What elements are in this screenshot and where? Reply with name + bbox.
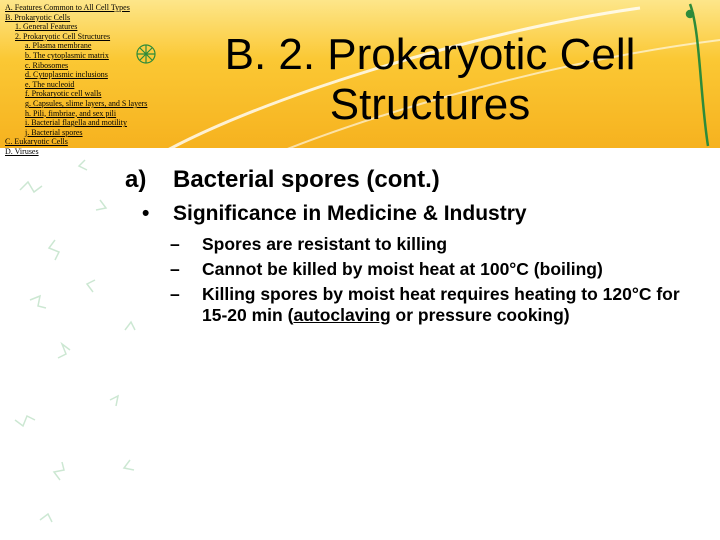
- sub-bullet-item: [170, 234, 690, 255]
- outline-item: [5, 80, 147, 90]
- sub-bullet-text-start: Killing spores by moist heat requires heating to 120°C for 15-20 min (: [202, 284, 680, 325]
- heading-letter: a): [125, 166, 147, 193]
- outline-link[interactable]: b. The cytoplasmic matrix: [25, 50, 109, 60]
- sub-bullet-text-end: or pressure cooking): [390, 305, 570, 325]
- bullet-text: Significance in Medicine & Industry: [173, 202, 527, 225]
- outline-item: [5, 22, 147, 32]
- outline-link[interactable]: d. Cytoplasmic inclusions: [25, 70, 108, 80]
- heading-text: Bacterial spores (cont.): [173, 166, 440, 193]
- sub-bullet-item: [170, 284, 690, 326]
- outline-link[interactable]: e. The nucleoid: [25, 79, 75, 89]
- outline-item: [5, 32, 147, 42]
- outline-item: [5, 99, 147, 109]
- sub-bullet-text: [170, 284, 690, 326]
- outline-link[interactable]: A. Features Common to All Cell Types: [5, 3, 130, 12]
- outline-link[interactable]: 2. Prokaryotic Cell Structures: [15, 31, 111, 41]
- content-heading: [125, 166, 440, 194]
- outline-item: [5, 70, 147, 80]
- dash-symbol: –: [170, 284, 180, 304]
- sub-bullet-item: [170, 259, 690, 280]
- outline-link[interactable]: 1. General Features: [15, 22, 78, 32]
- outline-link[interactable]: c. Ribosomes: [25, 60, 69, 70]
- outline-item: [5, 109, 147, 119]
- outline-link[interactable]: D. Viruses: [5, 146, 39, 156]
- outline-link[interactable]: i. Bacterial flagella and motility: [25, 118, 127, 128]
- outline-link[interactable]: B. Prokaryotic Cells: [5, 12, 71, 22]
- outline-navigation: [5, 3, 147, 157]
- outline-link[interactable]: j. Bacterial spores: [25, 127, 83, 137]
- autoclaving-term: autoclaving: [293, 305, 391, 325]
- outline-item: [5, 51, 147, 61]
- outline-link[interactable]: C. Eukaryotic Cells: [5, 137, 68, 147]
- slide-title: B. 2. Prokaryotic Cell Structures: [224, 30, 636, 129]
- outline-item: [5, 147, 147, 157]
- outline-link[interactable]: h. Pili, fimbriae, and sex pili: [25, 108, 117, 118]
- outline-link[interactable]: f. Prokaryotic cell walls: [25, 89, 102, 99]
- sub-bullet-text: Spores are resistant to killing: [202, 234, 448, 254]
- sub-bullet-text: Cannot be killed by moist heat at 100°C (boiling): [202, 259, 603, 279]
- outline-link[interactable]: g. Capsules, slime layers, and S layers: [25, 98, 148, 108]
- outline-item: [5, 118, 147, 128]
- outline-item: [5, 128, 147, 138]
- outline-item: [5, 3, 147, 13]
- outline-item: [5, 137, 147, 147]
- bullet-point: [142, 202, 527, 226]
- sub-bullet-list: [170, 234, 690, 330]
- dash-symbol: –: [170, 259, 180, 279]
- outline-item: [5, 61, 147, 71]
- outline-link[interactable]: a. Plasma membrane: [25, 41, 92, 51]
- dash-symbol: –: [170, 234, 180, 254]
- outline-item: [5, 89, 147, 99]
- outline-item: [5, 41, 147, 51]
- bullet-symbol: •: [142, 202, 150, 225]
- outline-item: [5, 13, 147, 23]
